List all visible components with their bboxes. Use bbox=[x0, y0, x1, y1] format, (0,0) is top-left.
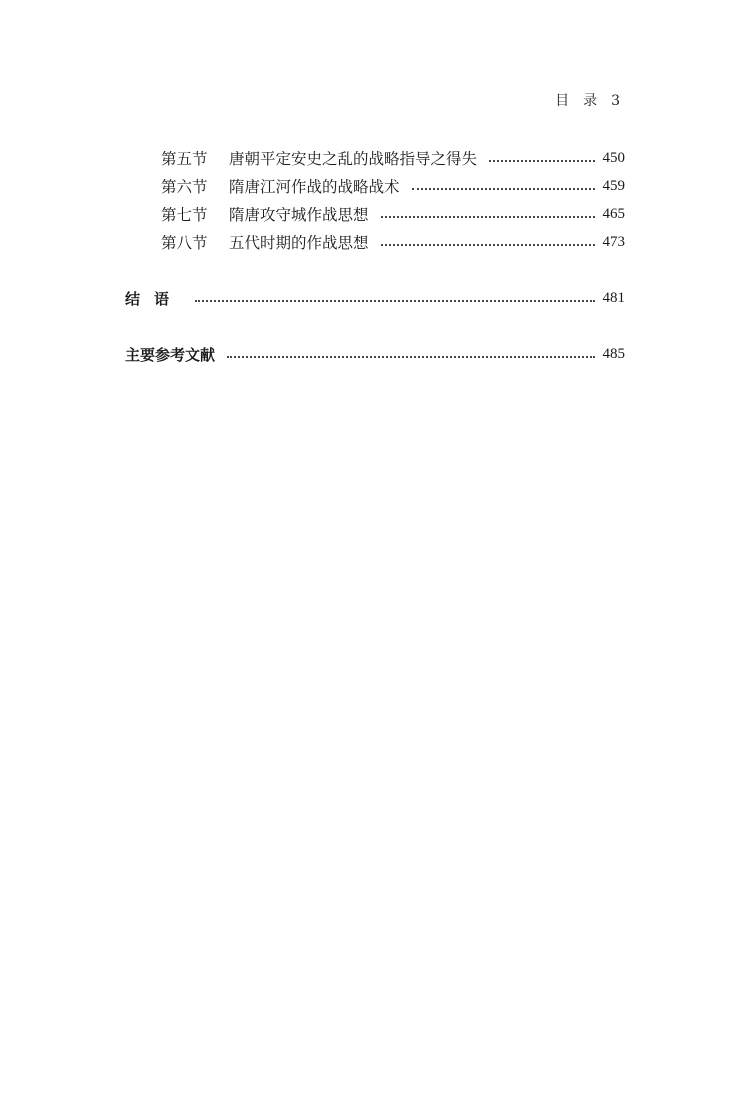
toc-entry-number: 第八节 bbox=[161, 234, 208, 252]
toc-entry-title: 结语 bbox=[125, 289, 184, 308]
dot-leader bbox=[412, 188, 595, 190]
dot-leader bbox=[381, 216, 595, 218]
toc-entry-page: 473 bbox=[602, 233, 625, 250]
toc-entry-page: 485 bbox=[602, 345, 625, 362]
header-page-number: 3 bbox=[611, 93, 620, 109]
toc-entry-title: 主要参考文献 bbox=[125, 345, 216, 364]
toc-entry-conclusion[interactable] bbox=[0, 286, 750, 310]
toc-entry-section-6[interactable] bbox=[0, 174, 750, 198]
dot-leader bbox=[195, 300, 594, 302]
dot-leader bbox=[489, 160, 594, 162]
dot-leader bbox=[227, 356, 594, 358]
toc-entry-page: 465 bbox=[602, 205, 625, 222]
toc-entry-section-7[interactable] bbox=[0, 202, 750, 226]
header-section-title: 目 录 bbox=[555, 93, 598, 109]
toc-entry-title: 五代时期的作战思想 bbox=[229, 234, 369, 252]
toc-entry-section-5[interactable] bbox=[0, 146, 750, 170]
toc-entry-page: 459 bbox=[602, 177, 625, 194]
toc-entry-references[interactable] bbox=[0, 342, 750, 366]
toc-entry-title: 隋唐攻守城作战思想 bbox=[229, 206, 369, 224]
toc-entry-number: 第七节 bbox=[161, 206, 208, 224]
toc-entry-section-8[interactable] bbox=[0, 230, 750, 254]
dot-leader bbox=[381, 244, 595, 246]
toc-entry-number: 第五节 bbox=[161, 150, 208, 168]
toc-entry-title: 唐朝平定安史之乱的战略指导之得失 bbox=[229, 150, 478, 168]
toc-entry-title: 隋唐江河作战的战略战术 bbox=[229, 178, 400, 196]
toc-entry-page: 481 bbox=[602, 289, 625, 306]
toc-entry-number: 第六节 bbox=[161, 178, 208, 196]
running-header bbox=[555, 90, 620, 110]
toc-entry-page: 450 bbox=[602, 149, 625, 166]
